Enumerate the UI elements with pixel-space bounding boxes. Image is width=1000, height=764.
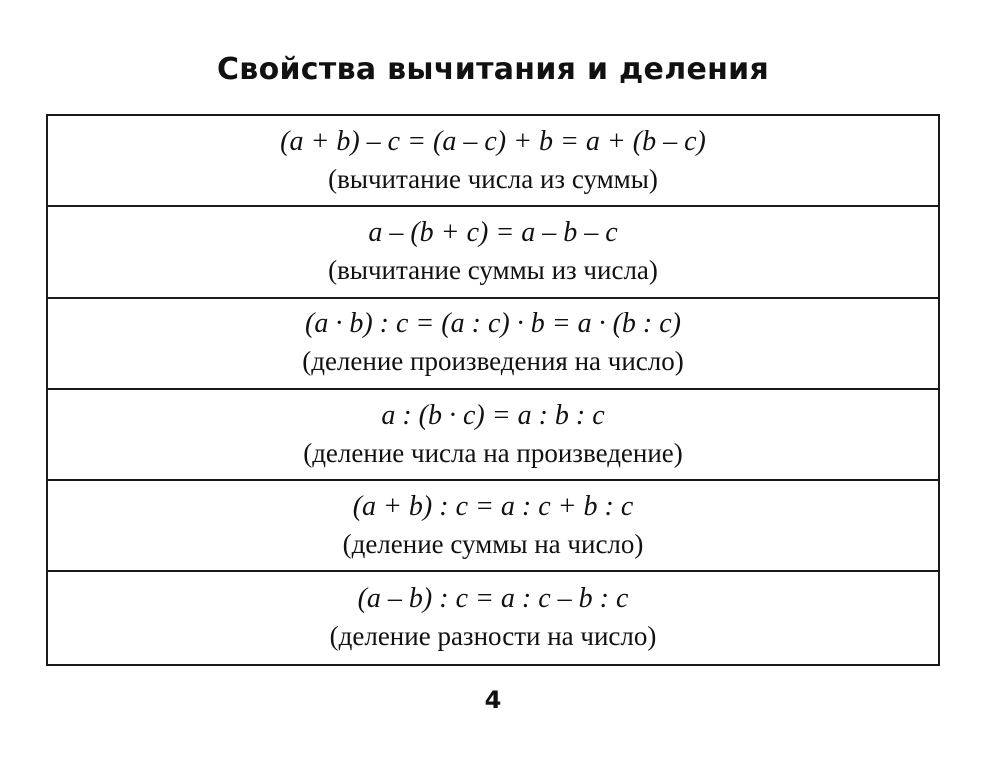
formula: a : (b · c) = a : b : c [381,399,605,431]
formula-description: (вычитание суммы из числа) [328,254,658,285]
table-row [48,299,938,390]
formula: a – (b + c) = a – b – c [368,216,618,248]
formula-description: (деление произведения на число) [302,346,684,377]
formula-description: (деление разности на число) [329,621,657,652]
table-row [48,481,938,572]
table-row [48,207,938,298]
formula: (a + b) – c = (a – c) + b = a + (b – c) [280,125,706,157]
formula-description: (деление суммы на число) [342,528,644,559]
formula-description: (вычитание числа из суммы) [328,163,658,194]
formula: (a + b) : c = a : c + b : c [352,490,634,522]
table-row [48,390,938,481]
formula: (a – b) : c = a : c – b : c [357,583,629,615]
formula-description: (деление числа на произведение) [303,437,683,468]
page-number: 4 [484,686,502,714]
table-row [48,116,938,207]
formula: (a · b) : c = (a : c) · b = a · (b : c) [305,308,681,340]
properties-table [46,114,940,666]
table-row [48,572,938,663]
page-title: Свойства вычитания и деления [216,52,770,87]
